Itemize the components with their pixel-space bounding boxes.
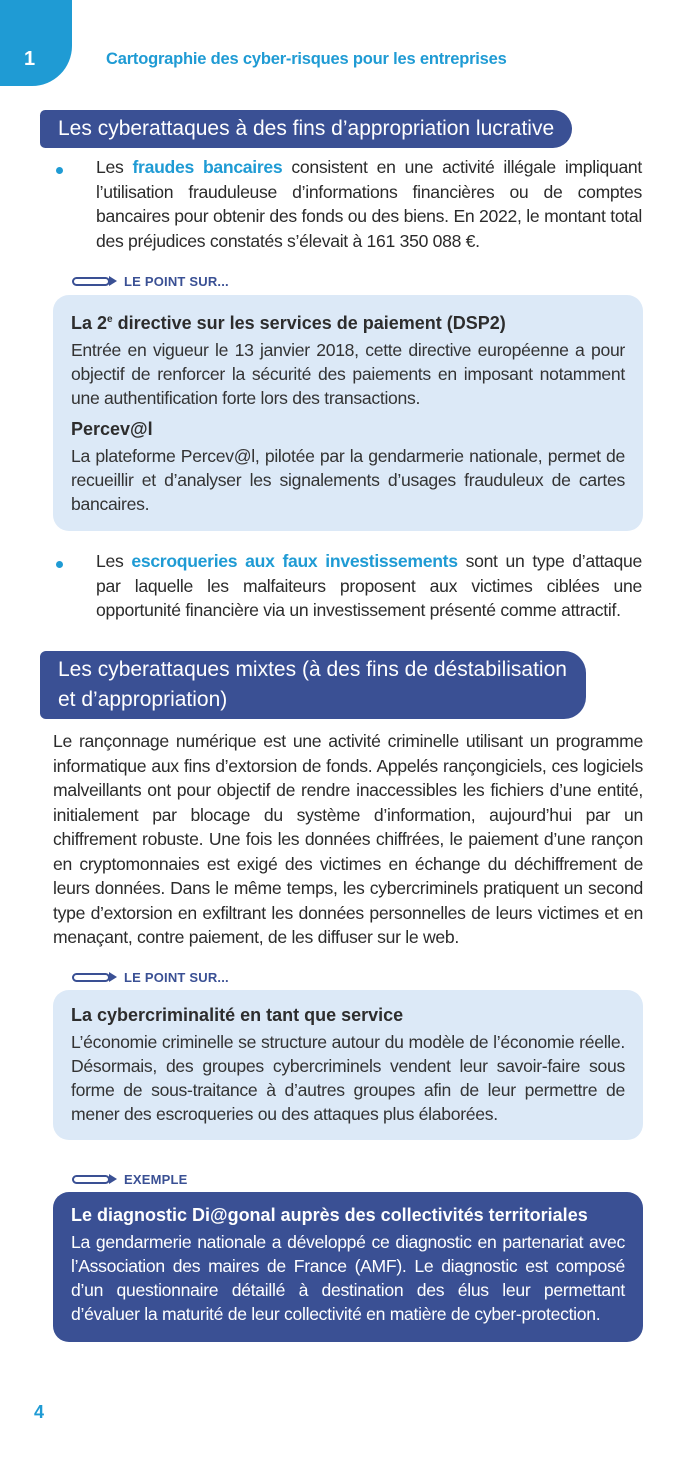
chapter-tab [0, 0, 72, 86]
box-text-caas: L’économie criminelle se structure autour du modèle de l’économie réelle. Désormais, des groupes cybercriminels vendent leur savoir-faire sous forme de sous-traitance à d’autres groupes afin de leur permettre de mener des escroqueries ou des attaques plus élaborées. [71, 1032, 625, 1124]
example-box-diagonal [53, 1192, 643, 1342]
bullet-dot-icon [56, 167, 63, 174]
chapter-number: 1 [24, 48, 36, 70]
box-text-perceval: La plateforme Percev@l, pilotée par la gendarmerie nationale, permet de recueillir et d’analyser les signalements d’usages frauduleux de cartes bancaires. [71, 446, 625, 514]
example-text: La gendarmerie nationale a développé ce diagnostic en partenariat avec l’Association des maires de France (AMF). Le diagnostic est composé d’un questionnaire détaillé à destination des élus leur permettant d’évaluer la maturité de leur collectivité en matière de cyber-protection. [71, 1232, 625, 1324]
bullet-dot-icon [56, 561, 63, 568]
bullet-fraudes-bancaires: Les fraudes bancaires consistent en une activité illégale impliquant l’utilisation frauduleuse d’informations financières ou de comptes bancaires pour obtenir des fonds ou des biens. En 2022, le montant total des préjudices constatés s’élevait à 161 350 088 €. [96, 157, 643, 251]
box-title-caas: La cybercriminalité en tant que service [71, 1005, 404, 1025]
page-number: 4 [34, 1402, 45, 1422]
info-box-dsp2 [53, 295, 643, 531]
running-title: Cartographie des cyber-risques pour les entreprises [106, 50, 507, 68]
arrow-icon [72, 277, 110, 286]
bullet-escroqueries: Les escroqueries aux faux investissements sont un type d’attaque par laquelle les malfaiteurs proposent aux victimes ciblées une opportunité financière via un investissement présenté comme attractif. [96, 551, 642, 620]
box-title-dsp2: La 2e directive sur les services de paiement (DSP2) [71, 313, 506, 333]
arrow-icon [72, 973, 110, 982]
arrow-icon [72, 1175, 110, 1184]
info-box-caas [53, 990, 643, 1140]
body-rancongiciels: Le rançonnage numérique est une activité criminelle utilisant un programme informatique aux fins d’extorsion de fonds. Appelés rançongiciels, ces logiciels malveillants ont pour objectif de rendre inaccessibles les fichiers d’une entité, initialement par blocage du système d’information, aujourd’hui par un chiffrement robuste. Une fois les données chiffrées, le paiement d’une rançon en cryptomonnaies est exigé des victimes en échange du déchiffrement de leurs données. Dans le même temps, les cybercriminels pratiquent un second type d’extorsion en exfiltrant les données personnelles de leurs victimes et en menaçant, contre paiement, de les diffuser sur le web. [53, 731, 643, 947]
section-title-mixtes: Les cyberattaques mixtes (à des fins de déstabilisation et d’appropriation) [40, 651, 586, 719]
example-title: Le diagnostic Di@gonal auprès des collectivités territoriales [71, 1205, 588, 1225]
highlight-escroqueries: escroqueries aux faux investissements [131, 551, 458, 571]
section-title-lucrative: Les cyberattaques à des fins d’appropriation lucrative [40, 110, 572, 148]
box-text-dsp2: Entrée en vigueur le 13 janvier 2018, cette directive européenne a pour objectif de renforcer la sécurité des paiements en imposant notamment une authentification forte lors des transactions. [71, 340, 625, 408]
point-sur-label-2: LE POINT SUR... [72, 970, 229, 984]
exemple-label: EXEMPLE [72, 1172, 188, 1186]
highlight-fraudes-bancaires: fraudes bancaires [132, 157, 283, 177]
box-title-perceval: Percev@l [71, 419, 153, 439]
point-sur-label: LE POINT SUR... [72, 274, 229, 288]
